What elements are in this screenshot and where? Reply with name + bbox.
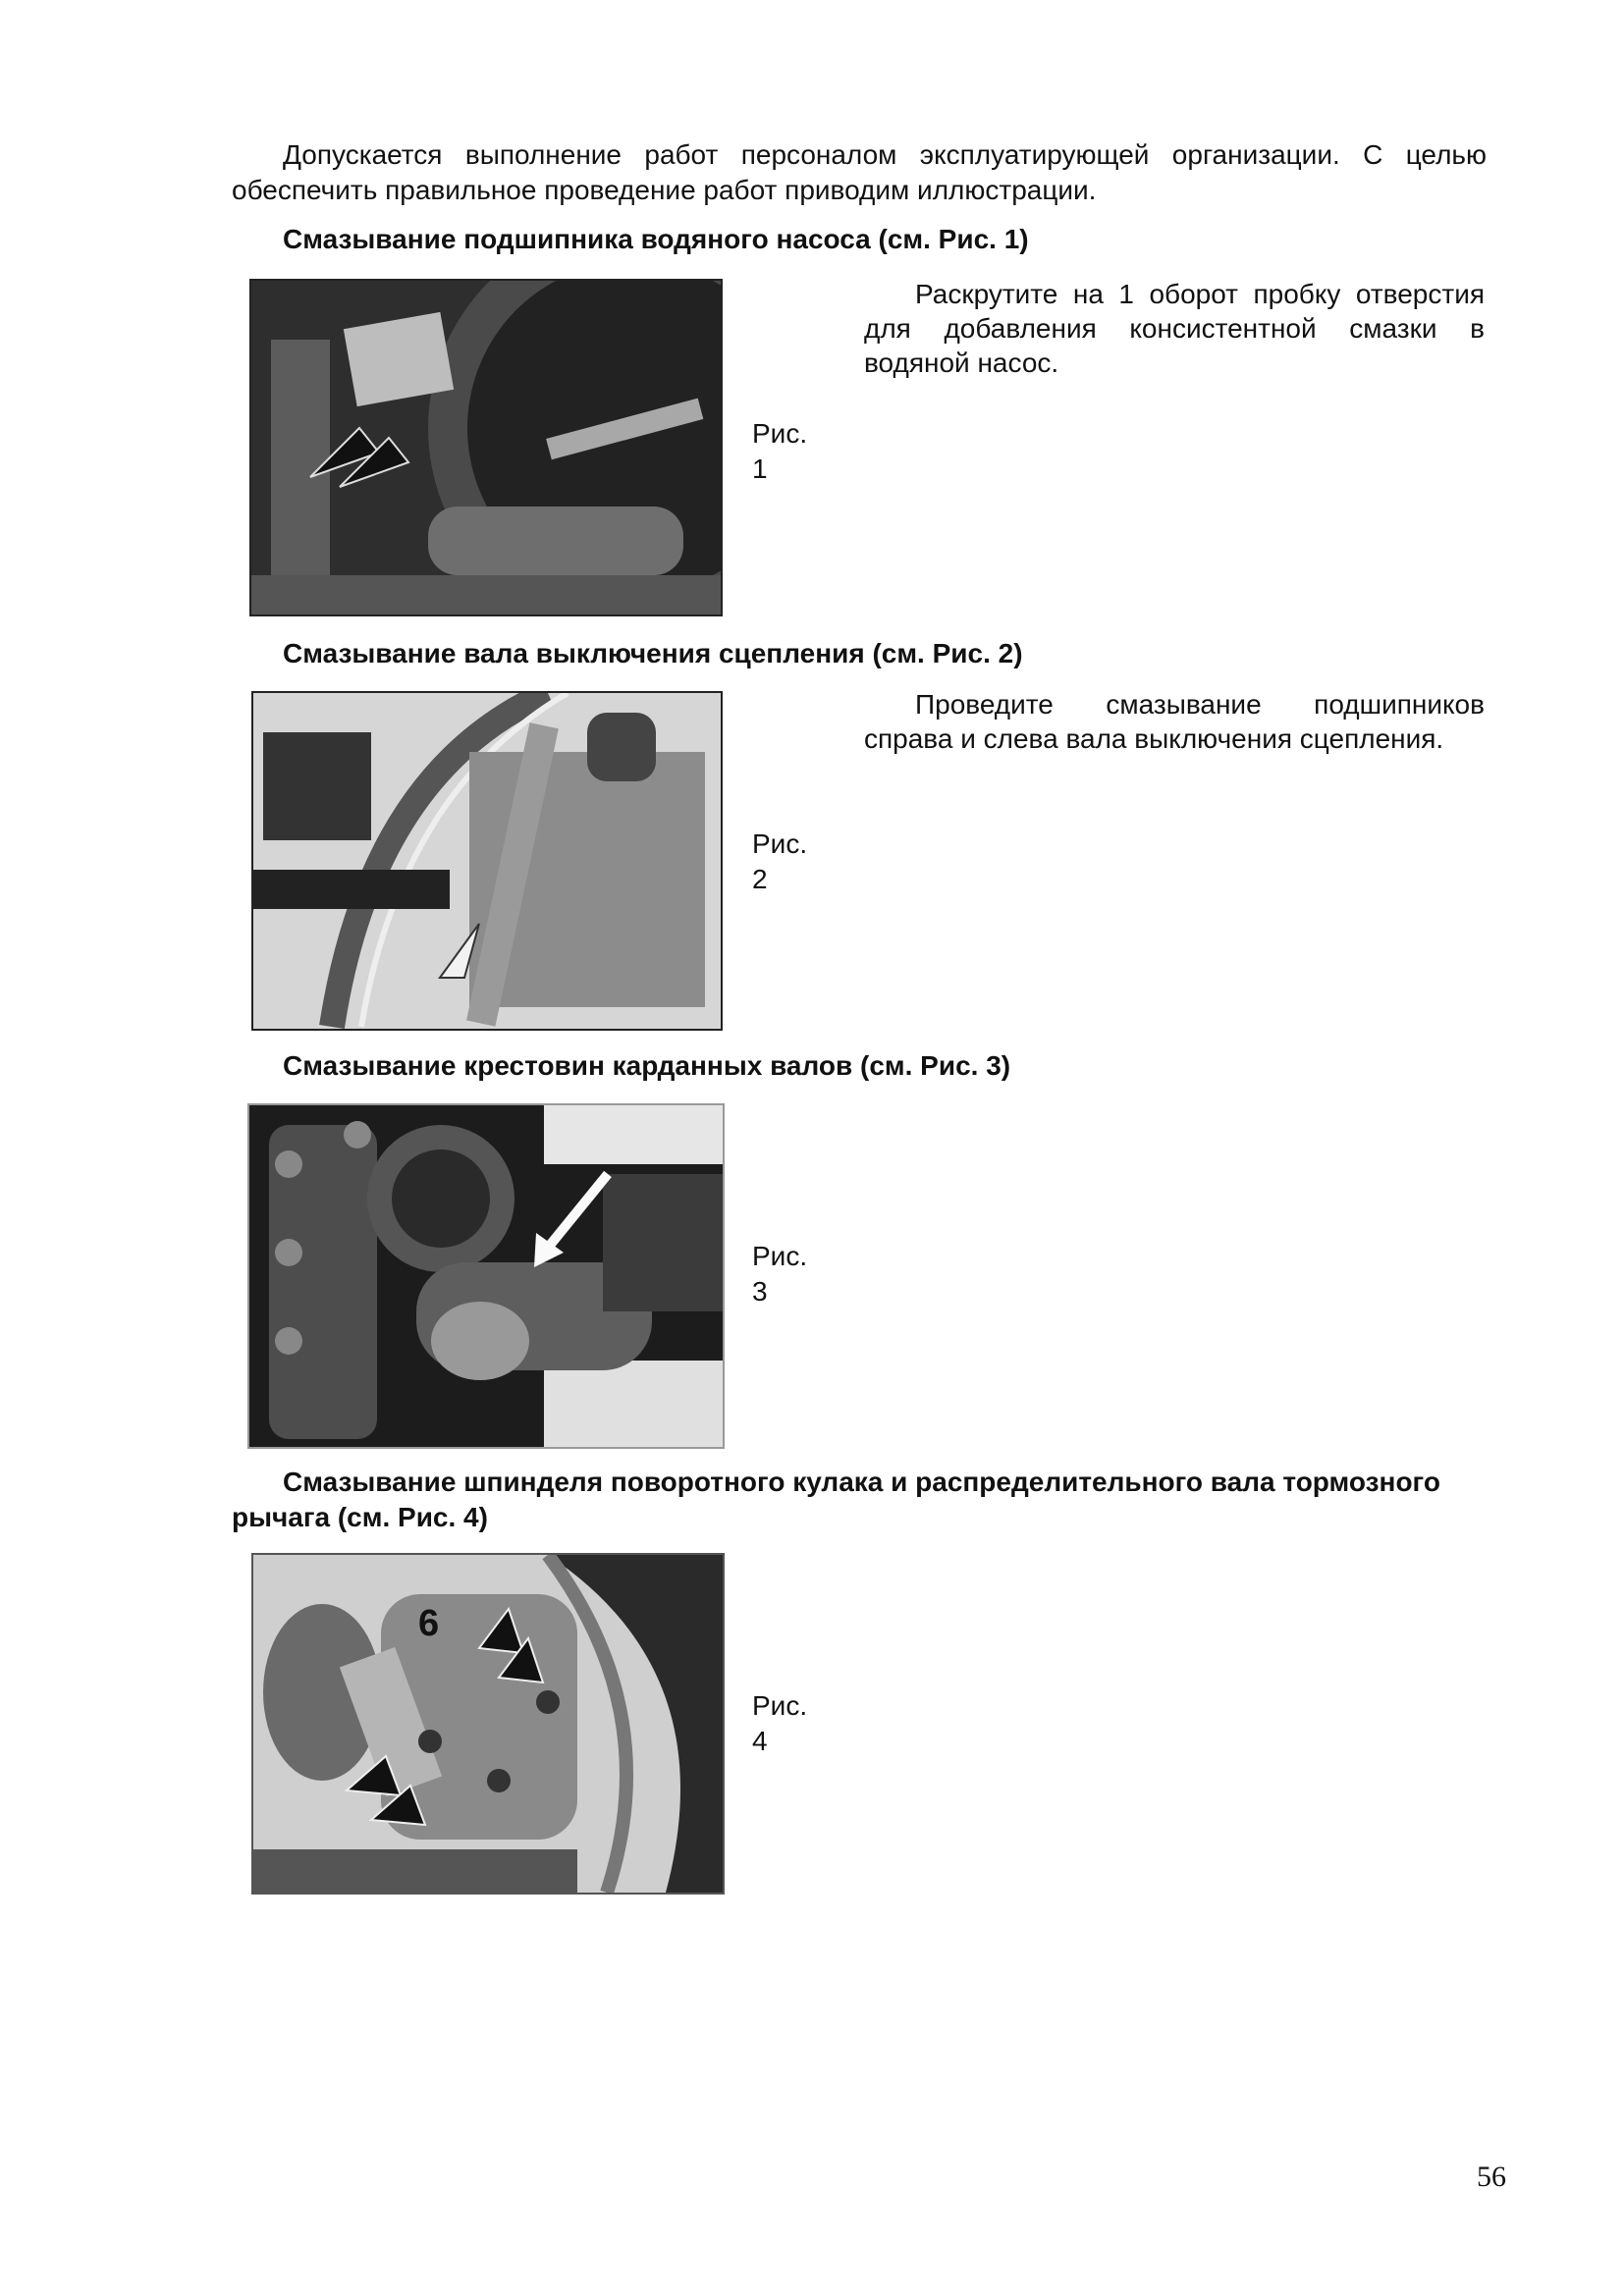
intro-paragraph: Допускается выполнение работ персоналом эксплуатирующей организации. С целью обеспечить правильное проведение работ приводим иллюстрации. (232, 139, 1487, 205)
figure-4-caption-number: 4 (752, 1726, 768, 1756)
figure-3-caption-number: 3 (752, 1276, 768, 1307)
figure-2-caption-number: 2 (752, 864, 768, 894)
figure-4-caption (752, 1688, 840, 1759)
section-2-description: Проведите смазывание подшипников справа и слева вала выключения сцепления. (864, 689, 1485, 754)
figure-4-caption-word: Рис. (752, 1690, 808, 1721)
section-4-heading: Смазывание шпинделя поворотного кулака и распределительного вала тормозного рычага (см. Рис. 4) (232, 1467, 1440, 1532)
figure-3-caption-word: Рис. (752, 1241, 808, 1271)
section-1-heading: Смазывание подшипника водяного насоса (см. Рис. 1) (283, 224, 1029, 254)
figure-2-photo (251, 691, 723, 1031)
figure-1-caption-number: 1 (752, 454, 768, 484)
figure-1-caption (752, 416, 840, 487)
figure-4-photo-label: 6 (418, 1603, 440, 1644)
figure-2-caption-word: Рис. (752, 828, 808, 859)
section-3-heading: Смазывание крестовин карданных валов (см. Рис. 3) (283, 1050, 1011, 1081)
section-1-description: Раскрутите на 1 оборот пробку отверстия для добавления консистентной смазки в водяной насос. (864, 279, 1485, 378)
figure-1-caption-word: Рис. (752, 418, 808, 449)
figure-1-photo (249, 279, 723, 616)
page-number: 56 (1477, 2161, 1506, 2193)
figure-3-caption (752, 1239, 840, 1309)
figure-3-photo (247, 1103, 725, 1449)
figure-2-caption (752, 827, 840, 897)
figure-4-photo (251, 1553, 725, 1895)
section-2-heading: Смазывание вала выключения сцепления (см. Рис. 2) (283, 638, 1023, 668)
